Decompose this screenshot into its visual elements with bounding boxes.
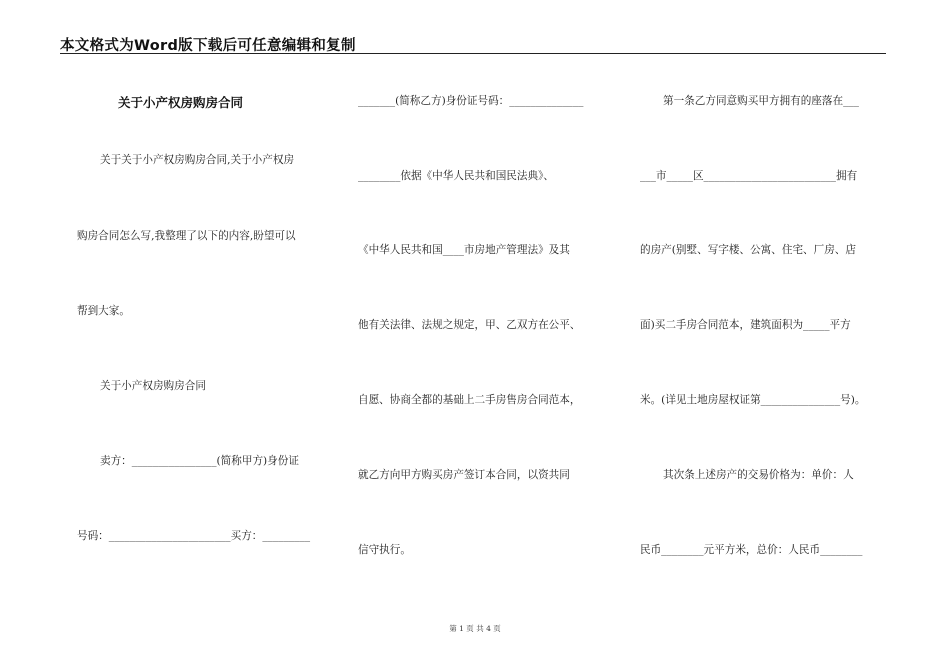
page-header: 本文格式为Word版下载后可任意编辑和复制 — [60, 38, 356, 54]
paragraph-line: 《中华人民共和国____市房地产管理法》及其 — [358, 244, 570, 256]
paragraph-line: 民币________元平方米，总价：人民币________ — [640, 544, 863, 556]
paragraph-line: ___市_____区_________________________拥有 — [640, 170, 858, 182]
paragraph-line: 信守执行。 — [358, 544, 411, 556]
paragraph-line: 帮到大家。 — [77, 305, 130, 317]
paragraph-line: 购房合同怎么写,我整理了以下的内容,盼望可以 — [77, 230, 296, 242]
paragraph-line: 就乙方向甲方购买房产签订本合同，以资共同 — [358, 469, 570, 481]
paragraph-line: 面)买二手房合同范本，建筑面积为_____平方 — [640, 319, 851, 331]
paragraph-line: 其次条上述房产的交易价格为：单价：人 — [663, 469, 854, 481]
page-number: 第 1 页 共 4 页 — [449, 624, 501, 633]
header-rule — [60, 53, 886, 54]
id-number-line: 号码：_______________________买方：_________ — [77, 530, 311, 542]
paragraph-line: 自愿、协商全都的基础上二手房售房合同范本， — [358, 394, 581, 406]
section-heading: 关于小产权房购房合同 — [100, 380, 206, 392]
paragraph-line: 米。(详见土地房屋权证第_______________号)。 — [640, 394, 866, 406]
paragraph-line: _______(简称乙方)身份证号码：______________ — [358, 95, 584, 107]
paragraph-line: 的房产(别墅、写字楼、公寓、住宅、厂房、店 — [640, 244, 857, 256]
paragraph-line: ________依据《中华人民共和国民法典》、 — [358, 170, 554, 182]
document-title: 关于小产权房购房合同 — [118, 95, 244, 110]
paragraph-line: 他有关法律、法规之规定，甲、乙双方在公平、 — [358, 319, 581, 331]
paragraph-line: 关于关于小产权房购房合同,关于小产权房 — [100, 154, 295, 166]
paragraph-line: 第一条乙方同意购买甲方拥有的座落在___ — [663, 95, 859, 107]
seller-line: 卖方：________________(简称甲方)身份证 — [100, 455, 299, 467]
